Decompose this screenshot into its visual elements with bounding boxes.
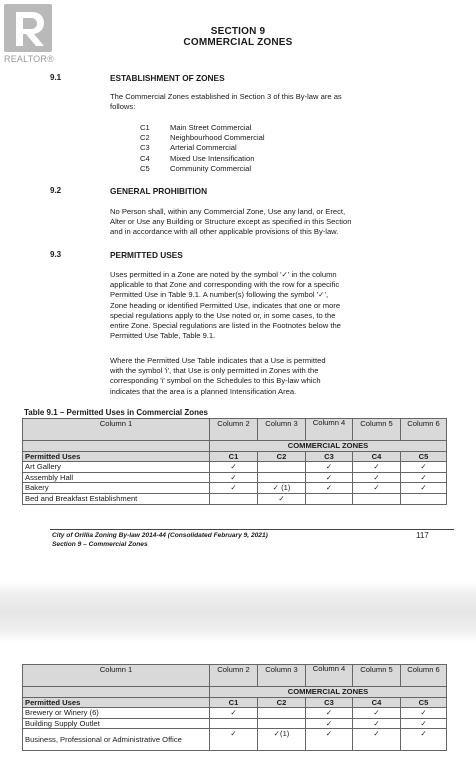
commercial-zones-header: COMMERCIAL ZONES <box>210 687 447 698</box>
zone-header-row <box>23 451 447 462</box>
zone-header: C1 <box>210 451 258 462</box>
zone-header: C1 <box>210 697 258 708</box>
column-header: Column 2 <box>210 665 258 687</box>
zone-cell: ✓ <box>258 493 306 504</box>
zone-cell: ✓ <box>353 708 401 719</box>
column-header: Column 2 <box>210 419 258 441</box>
table-row <box>23 483 447 494</box>
section-9-3-paragraph-2 <box>110 356 410 397</box>
column-header: Column 5 <box>353 419 401 441</box>
section-9-3-paragraph-1 <box>110 270 410 341</box>
zone-cell: ✓ <box>401 472 447 483</box>
zone-cell: ✓ (1) <box>258 483 306 494</box>
empty-cell <box>23 687 210 698</box>
use-cell: Art Gallery <box>23 462 210 473</box>
table-row <box>23 493 447 504</box>
zone-cell: ✓ <box>306 483 353 494</box>
column-header: Column 1 <box>23 665 210 687</box>
section-9-1-heading: ESTABLISHMENT OF ZONES <box>110 73 225 83</box>
section-9-3-heading: PERMITTED USES <box>110 250 183 260</box>
text-line: No Person shall, within any Commercial Zone, Use any land, or Erect, <box>110 207 346 216</box>
zone-cell: ✓ <box>401 729 447 751</box>
text-line: indicates that the area is a planned Intensification Area. <box>110 386 297 396</box>
zone-item: C3 Arterial Commercial <box>140 143 237 153</box>
group-header-row <box>23 441 447 452</box>
use-cell: Bed and Breakfast Establishment <box>23 493 210 504</box>
zone-header: C3 <box>306 451 353 462</box>
text-line: The Commercial Zones established in Section 3 of this By-law are as <box>110 92 342 101</box>
zone-cell <box>258 472 306 483</box>
text-line: Permitted Use Table, Table 9.1. <box>110 331 216 341</box>
table-row <box>23 472 447 483</box>
table-row <box>23 708 447 719</box>
zone-cell: ✓ <box>210 472 258 483</box>
permitted-uses-header: Permitted Uses <box>23 697 210 708</box>
footer-section-reference: Section 9 – Commercial Zones <box>52 541 148 548</box>
column-header-row <box>23 665 447 687</box>
zone-cell <box>401 493 447 504</box>
zone-item: C4 Mixed Use Intensification <box>140 153 255 163</box>
zone-cell: ✓ <box>401 708 447 719</box>
zone-cell: ✓ <box>210 729 258 751</box>
zone-cell: ✓ <box>401 462 447 473</box>
section-9-1-text <box>110 92 410 112</box>
zone-item: C1 Main Street Commercial <box>140 123 252 132</box>
section-subtitle: COMMERCIAL ZONES <box>183 37 293 48</box>
zone-cell: ✓ <box>353 472 401 483</box>
zone-cell <box>258 708 306 719</box>
text-line: with the symbol 'i', that Use is only permitted in Zones with the <box>110 366 319 376</box>
realtor-wordmark: REALTOR® <box>4 54 54 64</box>
text-line: Uses permitted in a Zone are noted by the symbol '✓' in the column <box>110 270 337 279</box>
permitted-uses-header: Permitted Uses <box>23 451 210 462</box>
text-line: Alter or Use any Building or Structure except as specified in this Section <box>110 217 352 227</box>
zone-cell: ✓ <box>353 483 401 494</box>
column-header: Column 6 <box>401 665 447 687</box>
zone-header: C4 <box>353 697 401 708</box>
zone-cell <box>306 493 353 504</box>
text-line: special regulations apply to the Use noted or, in some cases, to the <box>110 310 336 320</box>
zone-cell <box>353 493 401 504</box>
zone-cell: ✓ <box>306 472 353 483</box>
zone-header: C4 <box>353 451 401 462</box>
permitted-uses-table <box>22 418 447 505</box>
zone-header: C2 <box>258 697 306 708</box>
zone-item: C5 Community Commercial <box>140 163 252 173</box>
section-9-3-number: 9.3 <box>50 250 62 259</box>
zone-cell <box>258 718 306 729</box>
zone-cell: ✓ <box>306 729 353 751</box>
column-header-row <box>23 419 447 441</box>
zone-cell: ✓ <box>210 462 258 473</box>
realtor-r-logo-icon <box>4 4 52 52</box>
table-caption: Table 9.1 – Permitted Uses in Commercial Zones <box>24 408 208 417</box>
zone-list <box>140 123 265 174</box>
table-row <box>23 462 447 473</box>
use-cell: Business, Professional or Administrative Office <box>23 729 210 751</box>
section-9-1-number: 9.1 <box>50 73 62 82</box>
zone-header: C5 <box>401 451 447 462</box>
document-page-2 <box>0 642 476 768</box>
empty-cell <box>23 441 210 452</box>
section-9-2-text <box>110 207 410 238</box>
zone-cell: ✓ <box>401 483 447 494</box>
column-header: Column 4 <box>306 419 353 441</box>
column-header: Column 5 <box>353 665 401 687</box>
text-line: and in accordance with all other applicable provisions of this By-law. <box>110 227 339 237</box>
zone-header: C5 <box>401 697 447 708</box>
section-title: SECTION 9 <box>210 26 266 37</box>
zone-header-row <box>23 697 447 708</box>
zone-cell: ✓ <box>210 483 258 494</box>
footer-rule <box>50 529 454 530</box>
zone-cell: ✓ <box>306 462 353 473</box>
zone-item: C2 Neighbourhood Commercial <box>140 133 265 143</box>
page-divider <box>0 582 476 642</box>
text-line: Permitted Use in Table 9.1. A number(s) following the symbol '✓', <box>110 290 329 300</box>
zone-cell: ✓ <box>353 462 401 473</box>
permitted-uses-table-continued <box>22 664 447 751</box>
text-line: applicable to that Zone and corresponding with the row for a specific <box>110 280 340 290</box>
zone-cell: ✓ <box>353 729 401 751</box>
commercial-zones-header: COMMERCIAL ZONES <box>210 441 447 452</box>
zone-cell <box>258 462 306 473</box>
column-header: Column 3 <box>258 419 306 441</box>
section-9-2-heading: GENERAL PROHIBITION <box>110 186 208 196</box>
zone-header: C3 <box>306 697 353 708</box>
zone-cell: ✓ <box>306 708 353 719</box>
section-9-2-number: 9.2 <box>50 186 62 195</box>
footer-bylaw-reference: City of Orillia Zoning By-law 2014-44 (Consolidated February 9, 2021) <box>52 532 268 539</box>
column-header: Column 1 <box>23 419 210 441</box>
use-cell: Assembly Hall <box>23 472 210 483</box>
zone-cell: ✓ <box>401 718 447 729</box>
column-header: Column 6 <box>401 419 447 441</box>
zone-header: C2 <box>258 451 306 462</box>
group-header-row <box>23 687 447 698</box>
zone-cell: ✓(1) <box>258 729 306 751</box>
zone-cell: ✓ <box>353 718 401 729</box>
text-line: Where the Permitted Use Table indicates that a Use is permitted <box>110 356 326 365</box>
use-cell: Building Supply Outlet <box>23 718 210 729</box>
zone-cell <box>210 718 258 729</box>
zone-cell <box>210 493 258 504</box>
zone-cell: ✓ <box>210 708 258 719</box>
table-row <box>23 729 447 751</box>
use-cell: Bakery <box>23 483 210 494</box>
text-line: follows: <box>110 102 136 112</box>
use-cell: Brewery or Winery (6) <box>23 708 210 719</box>
column-header: Column 4 <box>306 665 353 687</box>
table-row <box>23 718 447 729</box>
page-number: 117 <box>416 531 429 540</box>
column-header: Column 3 <box>258 665 306 687</box>
zone-cell: ✓ <box>306 718 353 729</box>
text-line: entire Zone. Special regulations are listed in the Footnotes below the <box>110 321 341 331</box>
realtor-watermark <box>0 0 58 66</box>
text-line: corresponding 'i' symbol on the Schedules to this By-law which <box>110 376 321 386</box>
text-line: Zone heading or identified Permitted Use, indicates that one or more <box>110 300 341 310</box>
